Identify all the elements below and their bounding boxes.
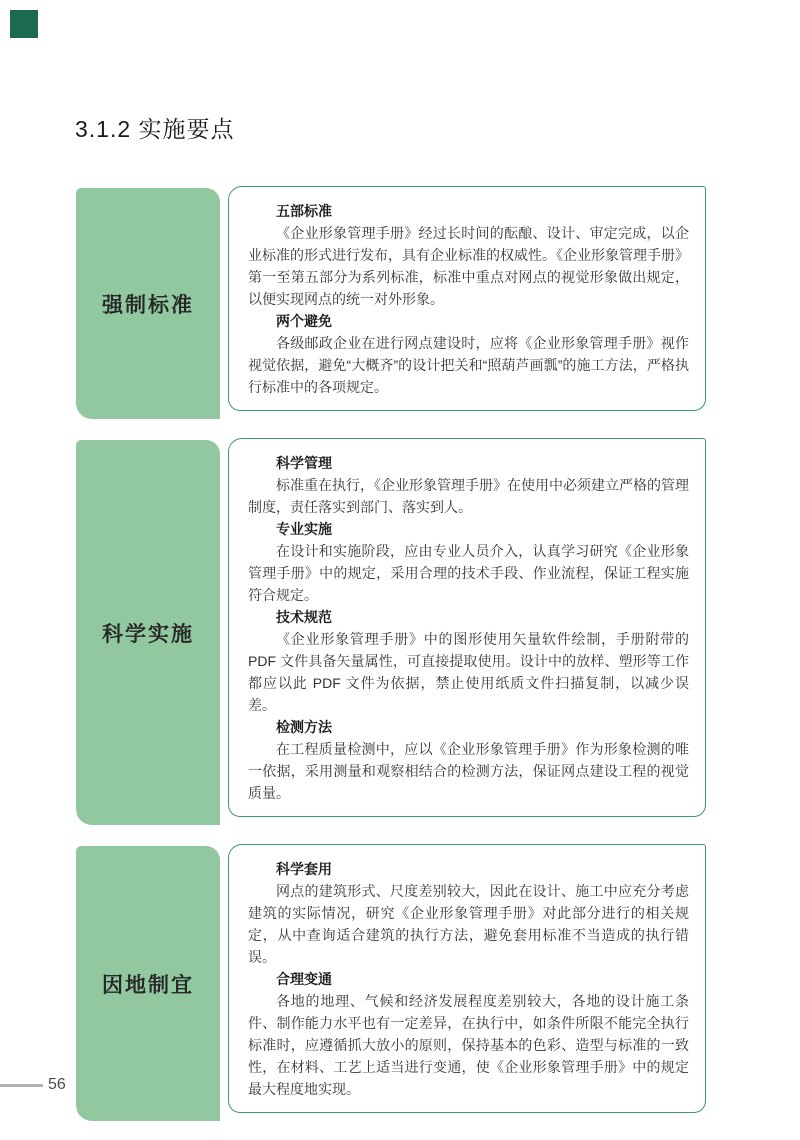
section-local-adaptation [76, 844, 706, 1113]
section-content [228, 186, 706, 411]
item-heading: 科学套用 [276, 861, 332, 877]
page-number: 56 [48, 1076, 66, 1093]
item-heading: 专业实施 [276, 521, 332, 537]
section-label: 因地制宜 [76, 846, 220, 1121]
item-text: 《企业形象管理手册》经过长时间的酝酿、设计、审定完成，以企业标准的形式进行发布，具有企业标准的权威性。《企业形象管理手册》第一至第五部分为系列标准，标准中重点对网点的视觉形象做出规定，以便实现网点的统一对外形象。 [248, 225, 689, 307]
item-text: 各级邮政企业在进行网点建设时，应将《企业形象管理手册》视作视觉依据，避免“大概齐”的设计把关和“照葫芦画瓢”的施工方法，严格执行标准中的各项规定。 [248, 335, 689, 395]
section-content [228, 844, 706, 1113]
section-content [228, 438, 706, 817]
sections-container [76, 186, 706, 1140]
section-label: 科学实施 [76, 440, 220, 825]
section-scientific-implementation [76, 438, 706, 817]
item-heading: 科学管理 [276, 455, 332, 471]
section-label: 强制标准 [76, 188, 220, 419]
item-heading: 合理变通 [276, 971, 332, 987]
item-text: 各地的地理、气候和经济发展程度差别较大，各地的设计施工条件、制作能力水平也有一定差异，在执行中，如条件所限不能完全执行标准时，应遵循抓大放小的原则，保持基本的色彩、造型与标准的一致性，在材料、工艺上适当进行变通，使《企业形象管理手册》中的规定最大程度地实现。 [248, 993, 689, 1097]
item-text: 网点的建筑形式、尺度差别较大，因此在设计、施工中应充分考虑建筑的实际情况，研究《企业形象管理手册》对此部分进行的相关规定，从中查询适合建筑的执行方法，避免套用标准不当造成的执行错误。 [248, 883, 689, 965]
item-heading: 两个避免 [276, 313, 332, 329]
footer-rule [0, 1084, 43, 1087]
item-text: 《企业形象管理手册》中的图形使用矢量软件绘制，手册附带的 PDF 文件具备矢量属性，可直接提取使用。设计中的放样、塑形等工作都应以此 PDF 文件为依据，禁止使用纸质文件扫描复制，以减少误差。 [248, 631, 689, 713]
chapter-corner-mark [10, 10, 38, 38]
item-text: 标准重在执行，《企业形象管理手册》在使用中必须建立严格的管理制度，责任落实到部门、落实到人。 [248, 477, 689, 515]
item-heading: 五部标准 [276, 203, 332, 219]
item-text: 在工程质量检测中，应以《企业形象管理手册》作为形象检测的唯一依据，采用测量和观察相结合的检测方法，保证网点建设工程的视觉质量。 [248, 741, 689, 801]
item-text: 在设计和实施阶段，应由专业人员介入，认真学习研究《企业形象管理手册》中的规定，采用合理的技术手段、作业流程，保证工程实施符合规定。 [248, 543, 689, 603]
section-mandatory-standards [76, 186, 706, 411]
item-heading: 检测方法 [276, 719, 332, 735]
item-heading: 技术规范 [276, 609, 332, 625]
page-title: 3.1.2 实施要点 [75, 116, 235, 142]
